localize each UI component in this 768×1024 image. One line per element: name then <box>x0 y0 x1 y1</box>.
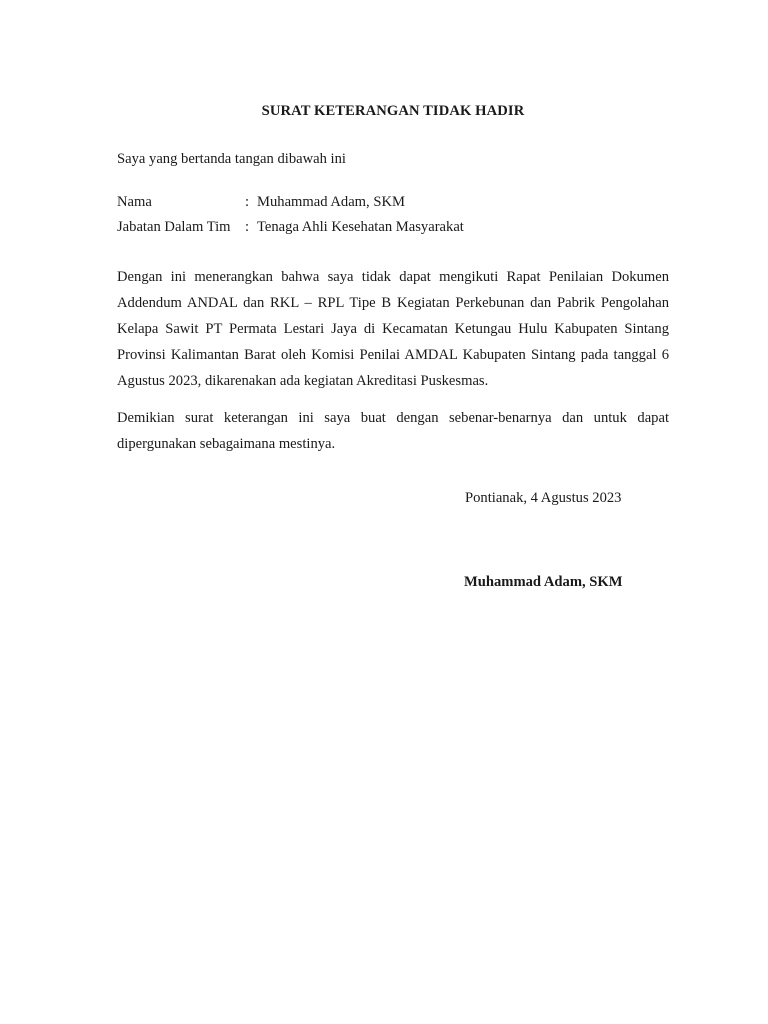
field-label-jabatan: Jabatan Dalam Tim <box>117 219 231 235</box>
field-label-nama: Nama <box>117 194 152 210</box>
body-paragraph-statement: Dengan ini menerangkan bahwa saya tidak dapat mengikuti Rapat Penilaian Dokumen Addendum ANDAL dan RKL – RPL Tipe B Kegiatan Perkebunan dan Pabrik Pengolahan Kelapa Sawit PT Permata Lestari Jaya di Kecamatan Ketungau Hulu Kabupaten Sintang Provinsi Kalimantan Barat oleh Komisi Penilai AMDAL Kabupaten Sintang pada tanggal 6 Agustus 2023, dikarenakan ada kegiatan Akreditasi Puskesmas. <box>117 269 669 389</box>
opening-line: Saya yang bertanda tangan dibawah ini <box>117 151 346 167</box>
field-value-jabatan: Tenaga Ahli Kesehatan Masyarakat <box>257 219 464 235</box>
document-title: SURAT KETERANGAN TIDAK HADIR <box>261 103 525 119</box>
field-colon-nama: : <box>245 194 250 210</box>
signer-name: Muhammad Adam, SKM <box>464 574 623 590</box>
field-value-nama: Muhammad Adam, SKM <box>257 194 405 210</box>
body-paragraph-closing: Demikian surat keterangan ini saya buat dengan sebenar-benarnya dan untuk dapat dipergunakan sebagaimana mestinya. <box>117 410 669 452</box>
place-date: Pontianak, 4 Agustus 2023 <box>465 490 622 506</box>
field-colon-jabatan: : <box>245 219 250 235</box>
